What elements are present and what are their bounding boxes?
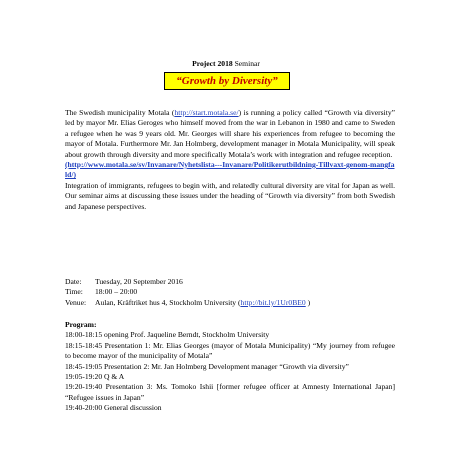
date-value: Tuesday, 20 September 2016 (95, 277, 183, 286)
time-line (65, 287, 395, 297)
date-line (65, 277, 395, 287)
seminar-label: Seminar (234, 59, 260, 68)
policy-link-line (65, 160, 395, 181)
program-item: 18:45-19:05 Presentation 2: Mr. Jan Holmberg Development manager “Growth via diversity” (65, 361, 349, 371)
program-item: 19:05-19:20 Q & A (65, 372, 125, 382)
program-item: 19:40-20:00 General discussion (65, 403, 162, 413)
program-item: 19:20-19:40 Presentation 3: Ms. Tomoko Ishii [former refugee officer at Amnesty International Japan] “Refugee issues in Japan” (65, 382, 395, 402)
date-label: Date: (65, 277, 82, 286)
event-details (65, 277, 395, 308)
time-label: Time: (65, 287, 83, 297)
venue-value: Aulan, Kräftriket hus 4, Stockholm University ( (95, 297, 241, 307)
program-section (65, 320, 395, 414)
venue-map-link[interactable]: http://bit.ly/1Ur0BE0 (240, 297, 306, 307)
seminar-title-box (164, 72, 290, 90)
project-header (0, 59, 452, 69)
venue-label: Venue: (65, 297, 87, 307)
intro-text-rest: ) is running a policy called “Growth via diversity” led by mayor Mr. Elias Geroges who himself moved from the war in Lebanon in 1980 and came to Sweden a refugee when he was 9 years old. Mr. Georges will share his experiences from refugee to becoming the mayor of Motala. Furthermore Mr. Jan Holmberg, development manager in Motala Municipality, will speak about growth through diversity and more specifically Motala’s work with integration and refugee reception. (65, 108, 395, 159)
venue-close: ) (305, 297, 311, 307)
project-label: Project 2018 (192, 59, 233, 68)
intro-text-start: The Swedish municipality Motala ( (65, 108, 175, 117)
venue-line (65, 298, 395, 308)
program-title: Program: (65, 320, 97, 329)
intro-paragraph (65, 108, 395, 160)
seminar-title: “Growth by Diversity” (176, 74, 278, 87)
program-item: 18:00-18:15 opening Prof. Jaqueline Berndt, Stockholm University (65, 330, 270, 340)
closing-paragraph: Integration of immigrants, refugees to begin with, and relatedly cultural diversity are vital for Japan as well. Our seminar aims at discussing these issues under the heading of “Growth via diversity” from both Swedish and Japanese perspectives. (65, 180, 395, 211)
time-value: 18:00 – 20:00 (95, 287, 138, 297)
motala-link[interactable]: http://start.motala.se/ (174, 108, 239, 117)
policy-link[interactable]: (http://www.motala.se/sv/Invanare/Nyhetslista---Invanare/Politikerutbildning-Tillvaxt-genom-mangfald/) (65, 160, 395, 180)
intro-section (65, 108, 395, 212)
program-item: 18:15-18:45 Presentation 1: Mr. Elias Georges (mayor of Motala Municipality) “My journey from refugee to become mayor of the municipality of Motala” (65, 340, 395, 361)
